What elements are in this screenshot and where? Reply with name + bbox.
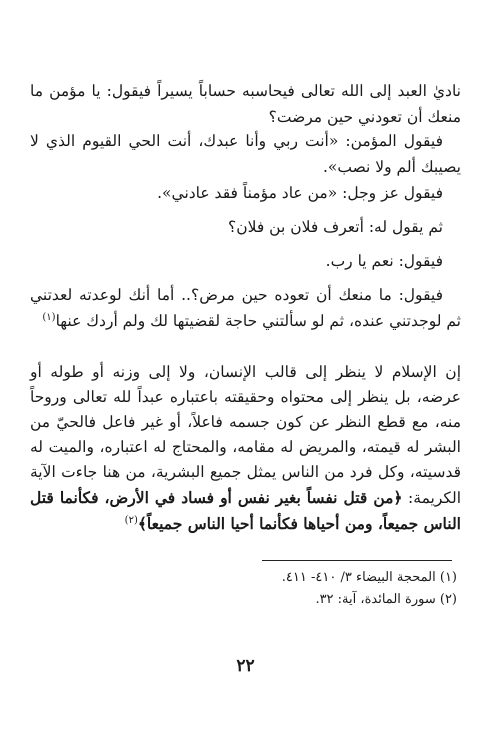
paragraph-1 [30,78,461,130]
paragraph-2 [30,128,461,180]
footnote-divider [262,560,452,561]
paragraph-text: ناديٰ العبد إلى الله تعالى فيحاسبه حساباً يسيراً فيقول: يا مؤمن ما منعك أن تعودني حين مرضت؟ [30,82,461,126]
footnote-number: (٢) [439,592,457,607]
paragraph-7 [30,360,461,537]
footnote-text: المحجة البيضاء ٣/ ٤١٠- ٤١١. [281,570,436,585]
footnote-number: (١) [439,570,457,585]
footnote-2 [315,590,457,610]
paragraph-text: فيقول المؤمن: «أنت ربي وأنا عبدك، أنت الحي القيوم الذي لا يصيبك ألم ولا نصب». [30,132,461,176]
footnote-text: سورة المائدة، آية: ٣٢. [315,592,436,607]
footnote-ref: (١) [42,311,56,323]
paragraph-3 [30,180,461,206]
page-number: ٢٢ [236,656,255,676]
quran-verse: ﴿من قتل نفساً بغير نفس أو فساد في الأرض، فكأنما قتل الناس جميعاً، ومن أحياها فكأنما أحيا الناس جميعاً﴾ [30,488,461,533]
paragraph-text: فيقول عز وجل: «من عاد مؤمناً فقد عادني». [157,184,443,202]
paragraph-5 [30,248,461,274]
paragraph-text: فيقول: نعم يا رب. [325,252,443,270]
paragraph-text: ثم يقول له: أتعرف فلان بن فلان؟ [227,218,443,236]
footnote-1 [282,568,457,588]
paragraph-text: إن الإسلام لا ينظر إلى قالب الإنسان، ولا إلى وزنه أو طوله أو عرضه، بل ينظر إلى محتواه وحقيقته باعتباره عبداً لله تعالى وروحاً منه، مع قطع النظر عن كون جسمه فاعلاً، أو غير فاعل فالحيّ من البشر له قيمته، والمريض له مقامه، والمحتاج له اعتباره، والميت له قدسيته، وكل فرد من الناس يمثل جميع البشرية، من هنا جاءت الآية الكريمة: [30,363,461,507]
paragraph-text: فيقول: ما منعك أن تعوده حين مرض؟.. أما أنك لوعدته لعدتني ثم لوجدتني عنده، ثم لو سألتني حاجة لقضيتها لك ولم أردك عنها [30,286,461,330]
footnote-ref: (٢) [124,514,138,526]
paragraph-6 [30,282,461,334]
paragraph-4 [30,214,461,240]
